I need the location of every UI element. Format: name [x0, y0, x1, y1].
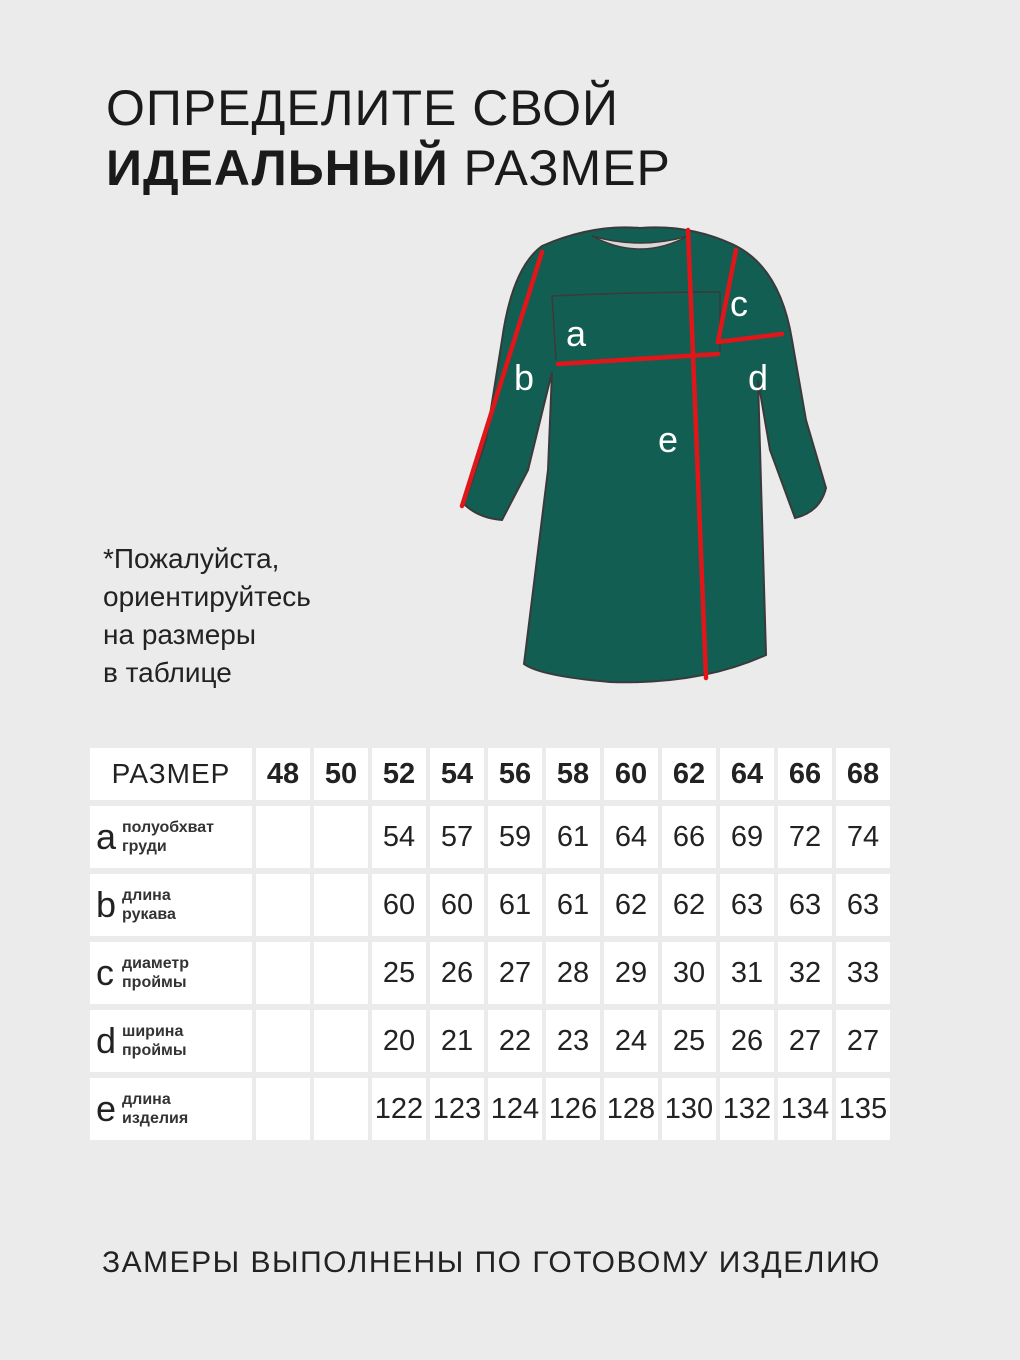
table-row: [90, 806, 890, 868]
note-line: ориентируйтесь: [103, 581, 311, 612]
size-header-cell: 54: [430, 748, 484, 800]
size-header-row: [90, 748, 890, 800]
table-row: [90, 1010, 890, 1072]
size-value-cell: 28: [546, 942, 600, 1004]
size-value-cell: [256, 806, 310, 868]
row-description-line: проймы: [122, 974, 187, 991]
size-value-cell: 25: [372, 942, 426, 1004]
size-value-cell: 132: [720, 1078, 774, 1140]
size-value-cell: 20: [372, 1010, 426, 1072]
label-b: b: [514, 357, 535, 398]
size-value-cell: 32: [778, 942, 832, 1004]
row-letter: c: [96, 952, 114, 993]
table-row: [90, 942, 890, 1004]
size-value-cell: 54: [372, 806, 426, 868]
size-value-cell: 33: [836, 942, 890, 1004]
row-label: [90, 1078, 252, 1140]
size-value-cell: 63: [836, 874, 890, 936]
size-value-cell: 61: [546, 874, 600, 936]
row-description-line: полуобхват: [122, 819, 215, 836]
dress-shape: [464, 227, 826, 682]
row-letter: a: [96, 816, 117, 857]
size-value-cell: [314, 874, 368, 936]
size-value-cell: [314, 1078, 368, 1140]
size-value-cell: [256, 874, 310, 936]
size-note: [103, 540, 403, 692]
size-value-cell: 74: [836, 806, 890, 868]
title-line-1: ОПРЕДЕЛИТЕ СВОЙ: [106, 80, 619, 136]
size-value-cell: 57: [430, 806, 484, 868]
row-description-line: рукава: [122, 906, 176, 923]
size-value-cell: 69: [720, 806, 774, 868]
size-value-cell: 123: [430, 1078, 484, 1140]
row-description: [122, 954, 189, 992]
row-label: [90, 874, 252, 936]
row-label: [90, 1010, 252, 1072]
size-value-cell: 64: [604, 806, 658, 868]
size-value-cell: [314, 806, 368, 868]
title-rest: РАЗМЕР: [448, 140, 671, 196]
label-a: a: [566, 313, 587, 354]
size-value-cell: 72: [778, 806, 832, 868]
row-description-line: длина: [122, 887, 171, 904]
row-description-line: изделия: [122, 1110, 189, 1127]
size-value-cell: 62: [662, 874, 716, 936]
size-value-cell: 30: [662, 942, 716, 1004]
row-description: [122, 818, 214, 856]
size-value-cell: [256, 942, 310, 1004]
size-header-cell: 58: [546, 748, 600, 800]
size-value-cell: 27: [488, 942, 542, 1004]
size-value-cell: 62: [604, 874, 658, 936]
row-description-line: проймы: [122, 1042, 187, 1059]
size-value-cell: 61: [488, 874, 542, 936]
size-value-cell: 26: [720, 1010, 774, 1072]
size-header-cell: 56: [488, 748, 542, 800]
row-letter: b: [96, 884, 117, 925]
row-description: [122, 1090, 188, 1128]
row-label: [90, 942, 252, 1004]
size-value-cell: 124: [488, 1078, 542, 1140]
size-header-cell: 64: [720, 748, 774, 800]
note-line: *Пожалуйста,: [103, 543, 280, 574]
row-description-line: ширина: [122, 1023, 184, 1040]
size-value-cell: [256, 1010, 310, 1072]
row-label: [90, 806, 252, 868]
size-header-cell: 68: [836, 748, 890, 800]
size-value-cell: 128: [604, 1078, 658, 1140]
size-value-cell: [314, 1010, 368, 1072]
size-value-cell: 135: [836, 1078, 890, 1140]
size-value-cell: 63: [778, 874, 832, 936]
note-line: в таблице: [103, 657, 232, 688]
label-d: d: [748, 357, 769, 398]
size-value-cell: 59: [488, 806, 542, 868]
page-title: [106, 78, 671, 198]
size-value-cell: 27: [836, 1010, 890, 1072]
size-header-cell: 60: [604, 748, 658, 800]
size-value-cell: [314, 942, 368, 1004]
size-value-cell: 60: [372, 874, 426, 936]
table-row: [90, 874, 890, 936]
row-description: [122, 886, 176, 924]
size-value-cell: 24: [604, 1010, 658, 1072]
footer-note: ЗАМЕРЫ ВЫПОЛНЕНЫ ПО ГОТОВОМУ ИЗДЕЛИЮ: [102, 1246, 881, 1279]
size-value-cell: 66: [662, 806, 716, 868]
size-header-cell: 48: [256, 748, 310, 800]
dress-measurement-diagram: [440, 220, 850, 690]
size-value-cell: [256, 1078, 310, 1140]
row-description-line: длина: [122, 1091, 171, 1108]
size-value-cell: 61: [546, 806, 600, 868]
label-e: e: [658, 419, 679, 460]
size-value-cell: 25: [662, 1010, 716, 1072]
row-description: [122, 1022, 187, 1060]
title-line-2: [106, 138, 671, 198]
size-value-cell: 31: [720, 942, 774, 1004]
size-value-cell: 23: [546, 1010, 600, 1072]
row-letter: d: [96, 1020, 117, 1061]
row-letter: e: [96, 1088, 117, 1129]
size-table: [86, 742, 894, 1146]
size-value-cell: 60: [430, 874, 484, 936]
size-table-body: [90, 748, 890, 1140]
size-value-cell: 29: [604, 942, 658, 1004]
size-header-label: РАЗМЕР: [90, 748, 252, 800]
size-header-cell: 62: [662, 748, 716, 800]
label-c: c: [730, 283, 748, 324]
size-value-cell: 126: [546, 1078, 600, 1140]
size-value-cell: 26: [430, 942, 484, 1004]
title-bold-word: ИДЕАЛЬНЫЙ: [106, 140, 449, 196]
size-header-cell: 50: [314, 748, 368, 800]
size-value-cell: 130: [662, 1078, 716, 1140]
table-row: [90, 1078, 890, 1140]
size-value-cell: 122: [372, 1078, 426, 1140]
size-header-cell: 52: [372, 748, 426, 800]
size-value-cell: 134: [778, 1078, 832, 1140]
note-line: на размеры: [103, 619, 257, 650]
row-description-line: груди: [122, 838, 167, 855]
size-header-cell: 66: [778, 748, 832, 800]
size-value-cell: 22: [488, 1010, 542, 1072]
row-description-line: диаметр: [122, 955, 190, 972]
size-value-cell: 63: [720, 874, 774, 936]
size-value-cell: 27: [778, 1010, 832, 1072]
size-value-cell: 21: [430, 1010, 484, 1072]
